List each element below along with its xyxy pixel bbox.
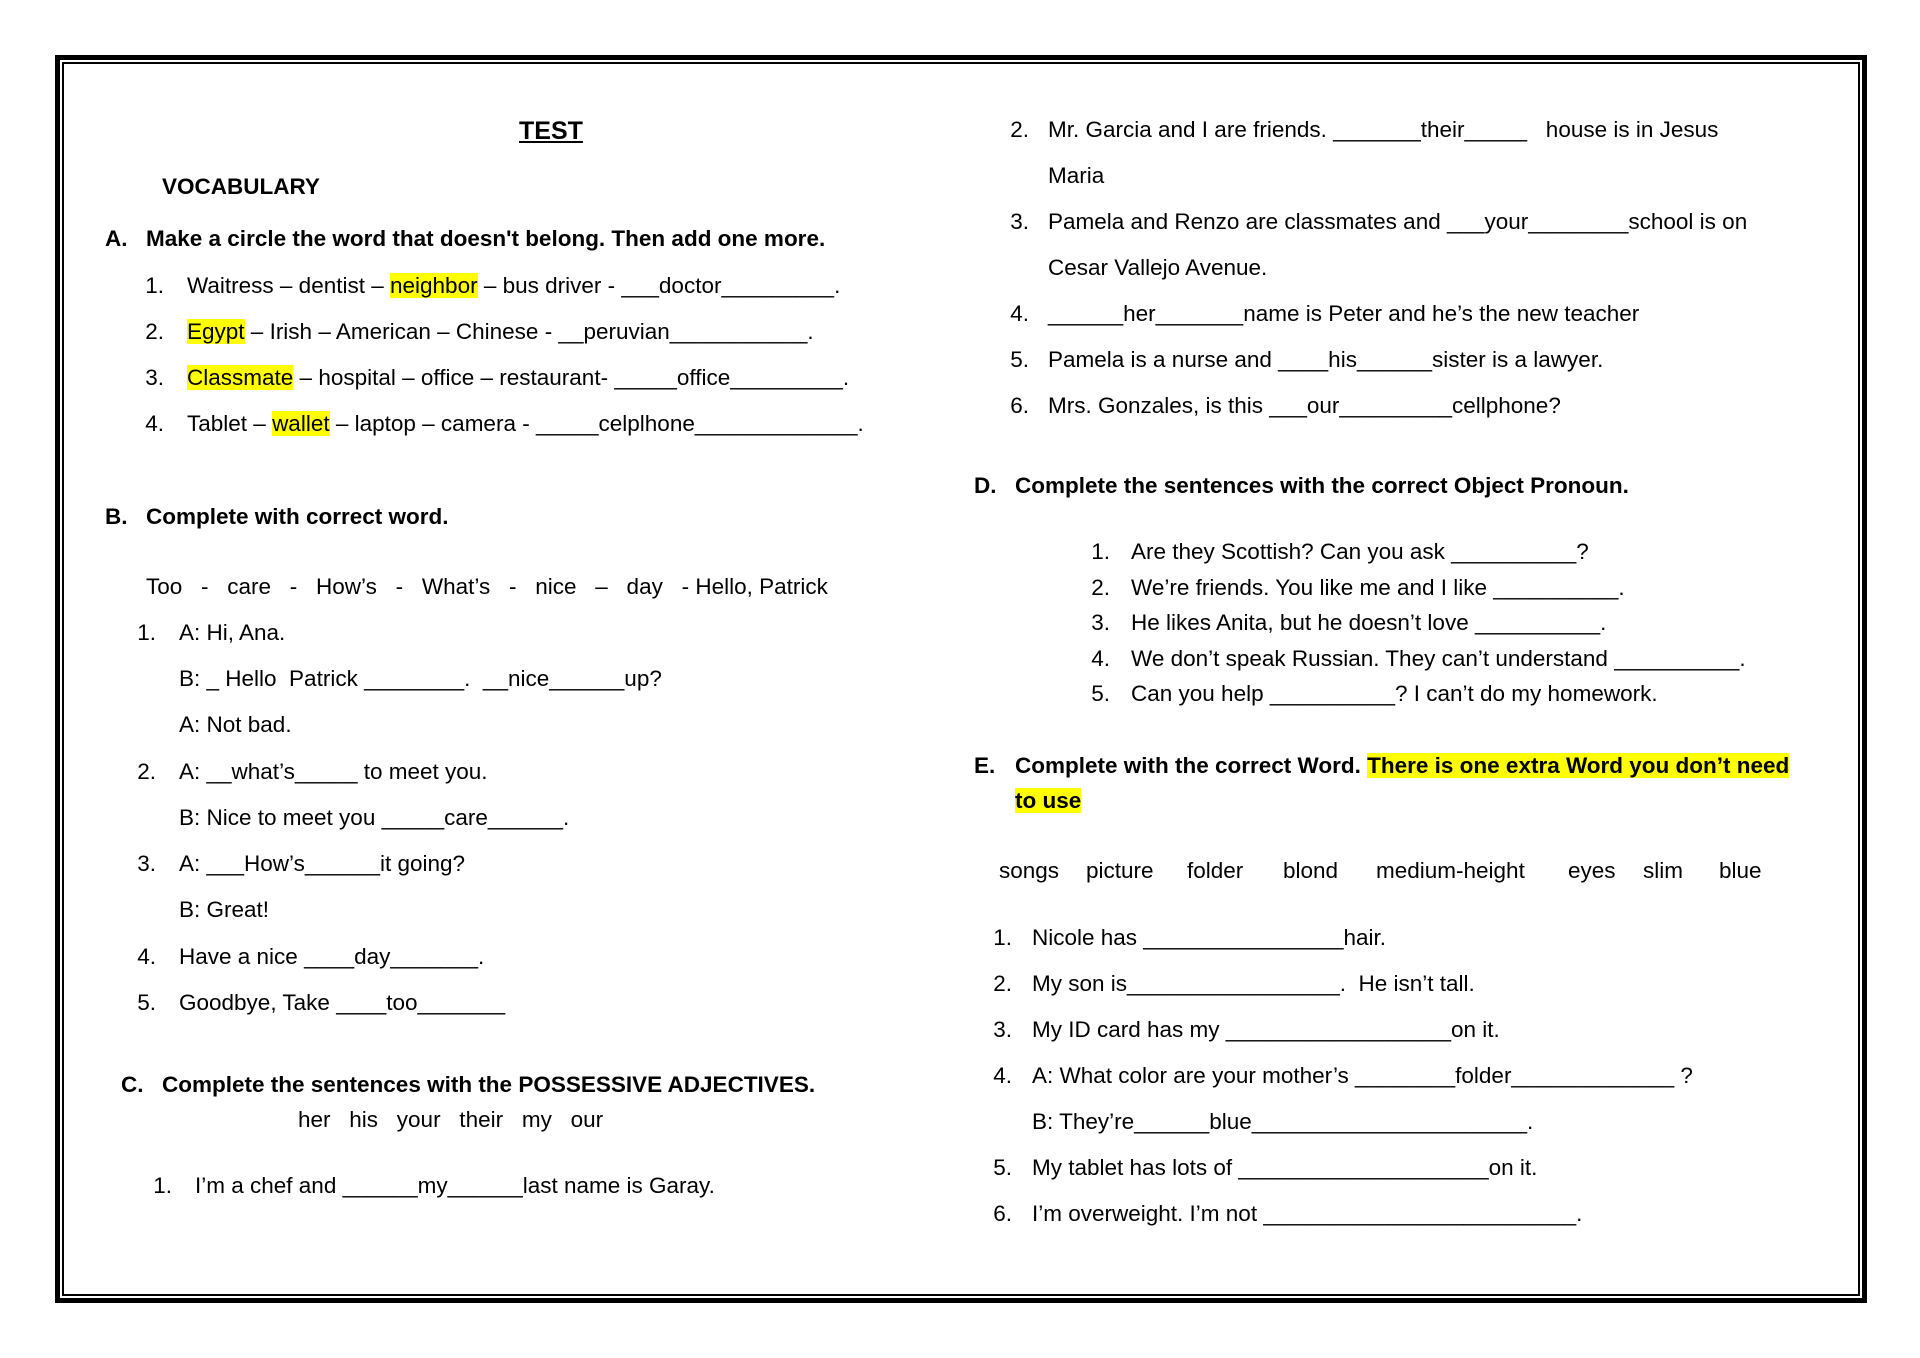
section-b-line: A: Not bad. [179, 712, 292, 737]
section-a-instruction: Make a circle the word that doesn't belong. Then add one more. [146, 226, 826, 251]
section-e-line: A: What color are your mother’s ________folder_____________ ? [1032, 1063, 1693, 1088]
section-e-line: My son is_________________. He isn’t tall. [1032, 971, 1475, 996]
section-b-line: A: Hi, Ana. [179, 620, 286, 645]
section-a-item-number: 3. [145, 365, 164, 390]
section-b-line: Goodbye, Take ____too_______ [179, 990, 506, 1015]
section-b-line: B: _ Hello Patrick ________. __nice______up? [179, 666, 662, 691]
word-bank-item: medium-height [1376, 858, 1525, 883]
word-bank-item: folder [1187, 858, 1244, 883]
section-c-item-number: 3. [1010, 209, 1029, 234]
section-e-line: I’m overweight. I’m not _________________________. [1032, 1201, 1583, 1226]
section-e-line: B: They’re______blue______________________. [1032, 1109, 1534, 1134]
section-a-item-number: 1. [145, 273, 164, 298]
word-bank-item: slim [1643, 858, 1683, 883]
section-d-item: Can you help __________? I can’t do my homework. [1131, 681, 1658, 706]
section-c-line: Pamela and Renzo are classmates and ___your________school is on [1048, 209, 1748, 234]
section-e-item-number: 6. [993, 1201, 1012, 1226]
section-c-line: Pamela is a nurse and ____his______sister is a lawyer. [1048, 347, 1604, 372]
section-c-line: Mrs. Gonzales, is this ___our_________cellphone? [1048, 393, 1561, 418]
highlighted-word: Egypt [187, 319, 245, 344]
section-c-instruction: Complete the sentences with the POSSESSIVE ADJECTIVES. [162, 1072, 816, 1097]
section-e-item-number: 5. [993, 1155, 1012, 1180]
section-e-line: My ID card has my __________________on it. [1032, 1017, 1500, 1042]
section-c-line: ______her_______name is Peter and he’s the new teacher [1048, 301, 1640, 326]
section-b-line: B: Nice to meet you _____care______. [179, 805, 570, 830]
section-d-item: We don’t speak Russian. They can’t understand __________. [1131, 646, 1746, 671]
section-a-item-number: 2. [145, 319, 164, 344]
section-c-word-bank: her his your their my our [298, 1107, 604, 1132]
section-a-item: Classmate – hospital – office – restaurant- _____office_________. [187, 365, 850, 390]
section-c-line: Maria [1048, 163, 1105, 188]
word-bank-item: blue [1719, 858, 1762, 883]
vocabulary-heading: VOCABULARY [162, 174, 320, 199]
highlighted-word: neighbor [390, 273, 478, 298]
section-d-item-number: 1. [1091, 539, 1110, 564]
section-c-item-number: 4. [1010, 301, 1029, 326]
page-title: TEST [519, 117, 583, 145]
section-b-line: Have a nice ____day_______. [179, 944, 485, 969]
section-b-instruction: Complete with correct word. [146, 504, 449, 529]
section-d-item-number: 2. [1091, 575, 1110, 600]
highlighted-instruction: There is one extra Word you don’t need [1367, 753, 1790, 778]
section-c-item-number: 5. [1010, 347, 1029, 372]
section-b-item-number: 5. [137, 990, 156, 1015]
section-e-item-number: 2. [993, 971, 1012, 996]
section-d-item: Are they Scottish? Can you ask __________? [1131, 539, 1589, 564]
section-c-line: Mr. Garcia and I are friends. _______their_____ house is in Jesus [1048, 117, 1719, 142]
section-b-letter: B. [105, 504, 128, 529]
section-c-item-number: 6. [1010, 393, 1029, 418]
section-d-item: We’re friends. You like me and I like __________. [1131, 575, 1625, 600]
section-d-letter: D. [974, 473, 997, 498]
section-a-letter: A. [105, 226, 128, 251]
word-bank-item: songs [999, 858, 1060, 883]
section-d-item-number: 3. [1091, 610, 1110, 635]
section-d-instruction: Complete the sentences with the correct Object Pronoun. [1015, 473, 1629, 498]
highlighted-word: wallet [272, 411, 330, 436]
section-d-item-number: 4. [1091, 646, 1110, 671]
section-c-line: Cesar Vallejo Avenue. [1048, 255, 1268, 280]
section-e-item-number: 4. [993, 1063, 1012, 1088]
section-a-item: Egypt – Irish – American – Chinese - __peruvian___________. [187, 319, 814, 344]
highlighted-instruction: to use [1015, 788, 1082, 813]
section-d-item-number: 5. [1091, 681, 1110, 706]
word-bank-item: blond [1283, 858, 1339, 883]
section-b-line: A: ___How’s______it going? [179, 851, 466, 876]
highlighted-word: Classmate [187, 365, 294, 390]
word-bank-item: picture [1086, 858, 1154, 883]
section-e-item-number: 3. [993, 1017, 1012, 1042]
section-e-line: Nicole has ________________hair. [1032, 925, 1387, 950]
section-a-item: Waitress – dentist – neighbor – bus driver - ___doctor_________. [187, 273, 841, 298]
section-d-item: He likes Anita, but he doesn’t love __________. [1131, 610, 1607, 635]
section-c-item-number: 1. [153, 1173, 172, 1198]
section-c-line: I’m a chef and ______my______last name is Garay. [195, 1173, 715, 1198]
section-e-instruction: Complete with the correct Word. There is one extra Word you don’t need [1015, 753, 1790, 778]
section-a-item-number: 4. [145, 411, 164, 436]
section-b-item-number: 4. [137, 944, 156, 969]
section-c-item-number: 2. [1010, 117, 1029, 142]
section-b-item-number: 1. [137, 620, 156, 645]
section-b-line: B: Great! [179, 897, 270, 922]
section-e-instruction-cont [1015, 787, 1081, 815]
section-a-item: Tablet – wallet – laptop – camera - _____celplhone_____________. [187, 411, 864, 436]
section-e-item-number: 1. [993, 925, 1012, 950]
section-b-item-number: 3. [137, 851, 156, 876]
section-b-word-bank: Too - care - How’s - What’s - nice – day - Hello, Patrick [146, 574, 828, 599]
section-b-item-number: 2. [137, 759, 156, 784]
word-bank-item: eyes [1568, 858, 1616, 883]
section-e-line: My tablet has lots of ____________________on it. [1032, 1155, 1538, 1180]
section-c-letter: C. [121, 1072, 144, 1097]
section-b-line: A: __what’s_____ to meet you. [179, 759, 488, 784]
section-e-letter: E. [974, 753, 996, 778]
